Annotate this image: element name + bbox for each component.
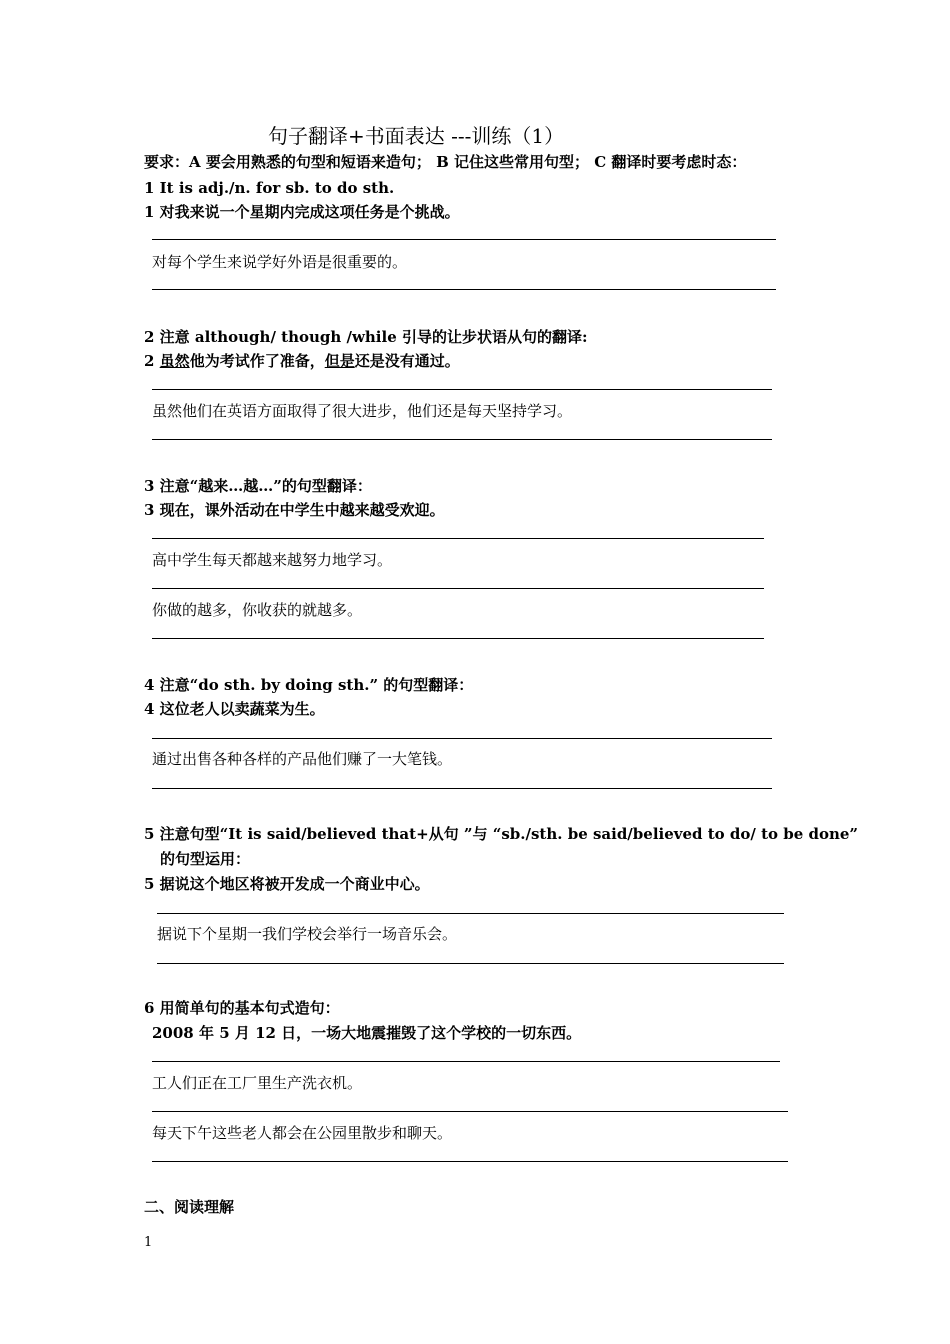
section-1-question-1: 1 对我来说一个星期内完成这项任务是个挑战。 <box>144 203 460 221</box>
section-2-heading: 2 注意 although/ though /while 引导的让步状语从句的翻译: <box>144 328 588 346</box>
answer-blank[interactable] <box>152 1111 788 1112</box>
answer-blank[interactable] <box>157 913 784 914</box>
section-6-question-1: 2008 年 5 月 12 日，一场大地震摧毁了这个学校的一切东西。 <box>152 1024 582 1042</box>
answer-blank[interactable] <box>152 788 772 789</box>
section-2-question-2: 虽然他们在英语方面取得了很大进步，他们还是每天坚持学习。 <box>152 402 573 420</box>
section-5-heading: 5 注意句型“It is said/believed that+从句 ”与 “sb./sth. be said/believed to do/ to be done” <box>144 825 859 843</box>
section-3-question-1: 3 现在，课外活动在中学生中越来越受欢迎。 <box>144 501 445 519</box>
answer-blank[interactable] <box>152 389 772 390</box>
section-2-question-1: 2 虽然他为考试作了准备，但是还是没有通过。 <box>144 352 460 370</box>
answer-blank[interactable] <box>152 439 772 440</box>
part-2-heading: 二、阅读理解 <box>144 1198 235 1216</box>
section-5-question-1: 5 据说这个地区将被开发成一个商业中心。 <box>144 875 430 893</box>
page-title: 句子翻译+书面表达 ---训练（1） <box>268 124 565 148</box>
answer-blank[interactable] <box>152 538 764 539</box>
answer-blank[interactable] <box>152 289 776 290</box>
section-5-question-2: 据说下个星期一我们学校会举行一场音乐会。 <box>157 925 458 943</box>
section-1-heading: 1 It is adj./n. for sb. to do sth. <box>144 179 395 197</box>
page-number: 1 <box>144 1235 153 1250</box>
section-3-question-3: 你做的越多，你收获的就越多。 <box>152 601 363 619</box>
section-1-question-2: 对每个学生来说学好外语是很重要的。 <box>152 253 408 271</box>
section-4-question-2: 通过出售各种各样的产品他们赚了一大笔钱。 <box>152 750 453 768</box>
answer-blank[interactable] <box>152 588 764 589</box>
section-6-heading: 6 用简单句的基本句式造句： <box>144 999 340 1017</box>
answer-blank[interactable] <box>152 1061 780 1062</box>
requirements-text: 要求：A 要会用熟悉的句型和短语来造句； B 记住这些常用句型； C 翻译时要考虑时态： <box>144 153 747 171</box>
section-4-heading: 4 注意“do sth. by doing sth.” 的句型翻译： <box>144 676 474 694</box>
section-3-heading: 3 注意“越来…越…”的句型翻译： <box>144 477 372 495</box>
section-3-question-2: 高中学生每天都越来越努力地学习。 <box>152 551 393 569</box>
answer-blank[interactable] <box>157 963 784 964</box>
section-6-question-2: 工人们正在工厂里生产洗衣机。 <box>152 1074 363 1092</box>
answer-blank[interactable] <box>152 738 772 739</box>
section-5-heading-continued: 的句型运用： <box>160 850 251 868</box>
answer-blank[interactable] <box>152 638 764 639</box>
section-4-question-1: 4 这位老人以卖蔬菜为生。 <box>144 700 325 718</box>
section-6-question-3: 每天下午这些老人都会在公园里散步和聊天。 <box>152 1124 453 1142</box>
answer-blank[interactable] <box>152 239 776 240</box>
answer-blank[interactable] <box>152 1161 788 1162</box>
